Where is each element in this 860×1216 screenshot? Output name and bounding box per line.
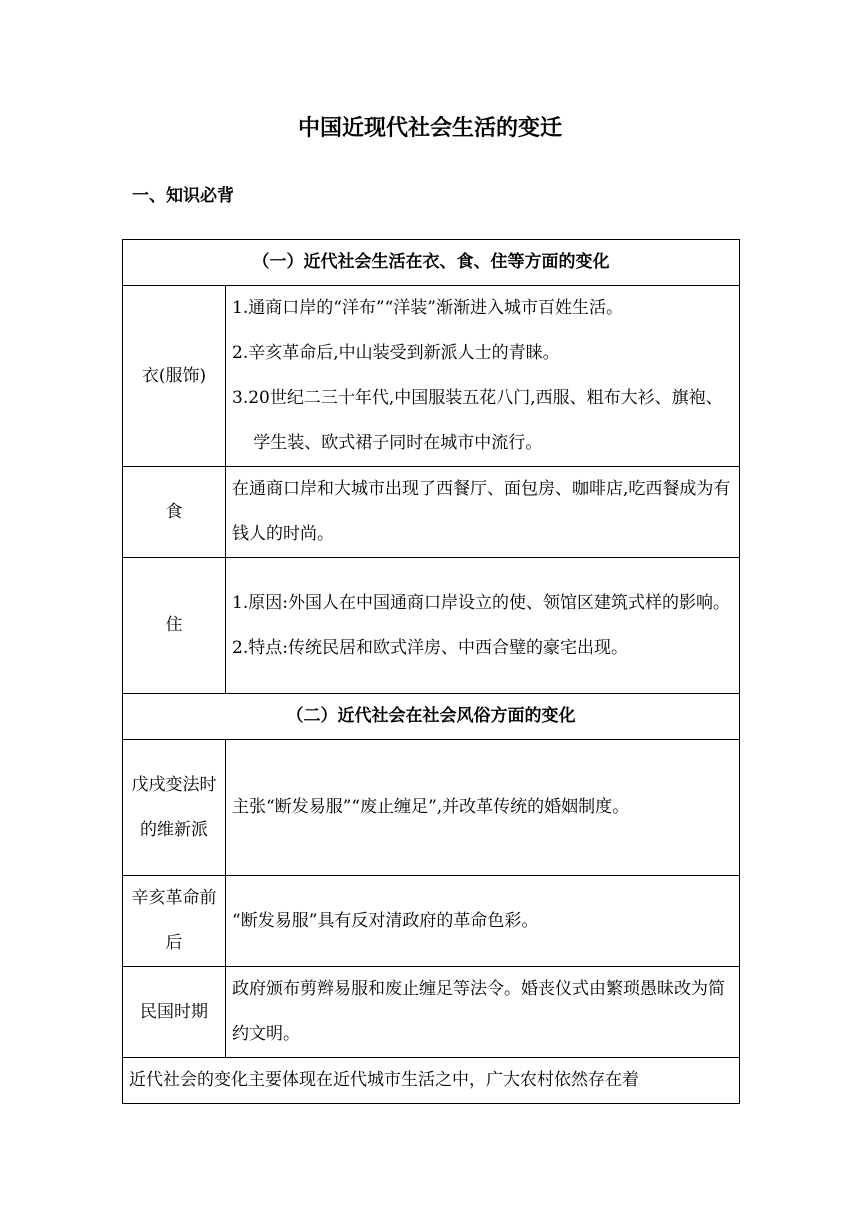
content-line: 1.原因:外国人在中国通商口岸设立的使、领馆区建筑式样的影响。 xyxy=(232,592,730,613)
section-header-social-customs: （二）近代社会在社会风俗方面的变化 xyxy=(123,694,740,740)
row-label-clothing: 衣(服饰) xyxy=(123,286,226,467)
table-row-reformists xyxy=(123,740,740,876)
section-header-clothing-food-housing: （一）近代社会生活在衣、食、住等方面的变化 xyxy=(123,240,740,286)
row-content-food xyxy=(226,467,740,558)
section-heading: 一、知识必背 xyxy=(132,186,234,206)
table-section-header-row xyxy=(123,240,740,286)
page-title: 中国近现代社会生活的变迁 xyxy=(297,116,562,141)
row-label-reformists: 戊戌变法时的维新派 xyxy=(123,740,226,876)
table-row-clothing xyxy=(123,286,740,467)
row-label-republic-era: 民国时期 xyxy=(123,967,226,1058)
row-content-republic-era xyxy=(226,967,740,1058)
row-content-1911-revolution xyxy=(226,876,740,967)
row-content-housing xyxy=(226,558,740,694)
content-line: 在通商口岸和大城市出现了西餐厅、面包房、咖啡店,吃西餐成为有钱人的时尚。 xyxy=(232,479,731,544)
content-line: 主张“断发易服”“废止缠足”,并改革传统的婚姻制度。 xyxy=(232,797,630,817)
content-line: 2.辛亥革命后,中山装受到新派人士的青睐。 xyxy=(232,343,560,363)
row-content-clothing xyxy=(226,286,740,467)
table-row-republic-era xyxy=(123,967,740,1058)
knowledge-table xyxy=(122,239,740,1104)
table-row-housing xyxy=(123,558,740,694)
table-row-note xyxy=(123,1058,740,1104)
table-note: 近代社会的变化主要体现在近代城市生活之中，广大农村依然存在着 xyxy=(123,1058,740,1104)
content-line: 1.通商口岸的“洋布”“洋装”渐渐进入城市百姓生活。 xyxy=(232,298,623,318)
row-label-1911-revolution: 辛亥革命前后 xyxy=(123,876,226,967)
table-row-1911-revolution xyxy=(123,876,740,967)
content-line: 政府颁布剪辫易服和废止缠足等法令。婚丧仪式由繁琐愚昧改为简约文明。 xyxy=(232,979,725,1044)
table-row-food xyxy=(123,467,740,558)
row-label-housing: 住 xyxy=(123,558,226,694)
row-content-reformists xyxy=(226,740,740,876)
content-line: 2.特点:传统民居和欧式洋房、中西合璧的豪宅出现。 xyxy=(232,637,628,658)
content-line: “断发易服”具有反对清政府的革命色彩。 xyxy=(232,910,539,931)
row-label-food: 食 xyxy=(123,467,226,558)
table-section-header-row xyxy=(123,694,740,740)
content-line: 3.20世纪二三十年代,中国服装五花八门,西服、粗布大衫、旗袍、学生装、欧式裙子同时在城市中流行。 xyxy=(232,388,723,453)
